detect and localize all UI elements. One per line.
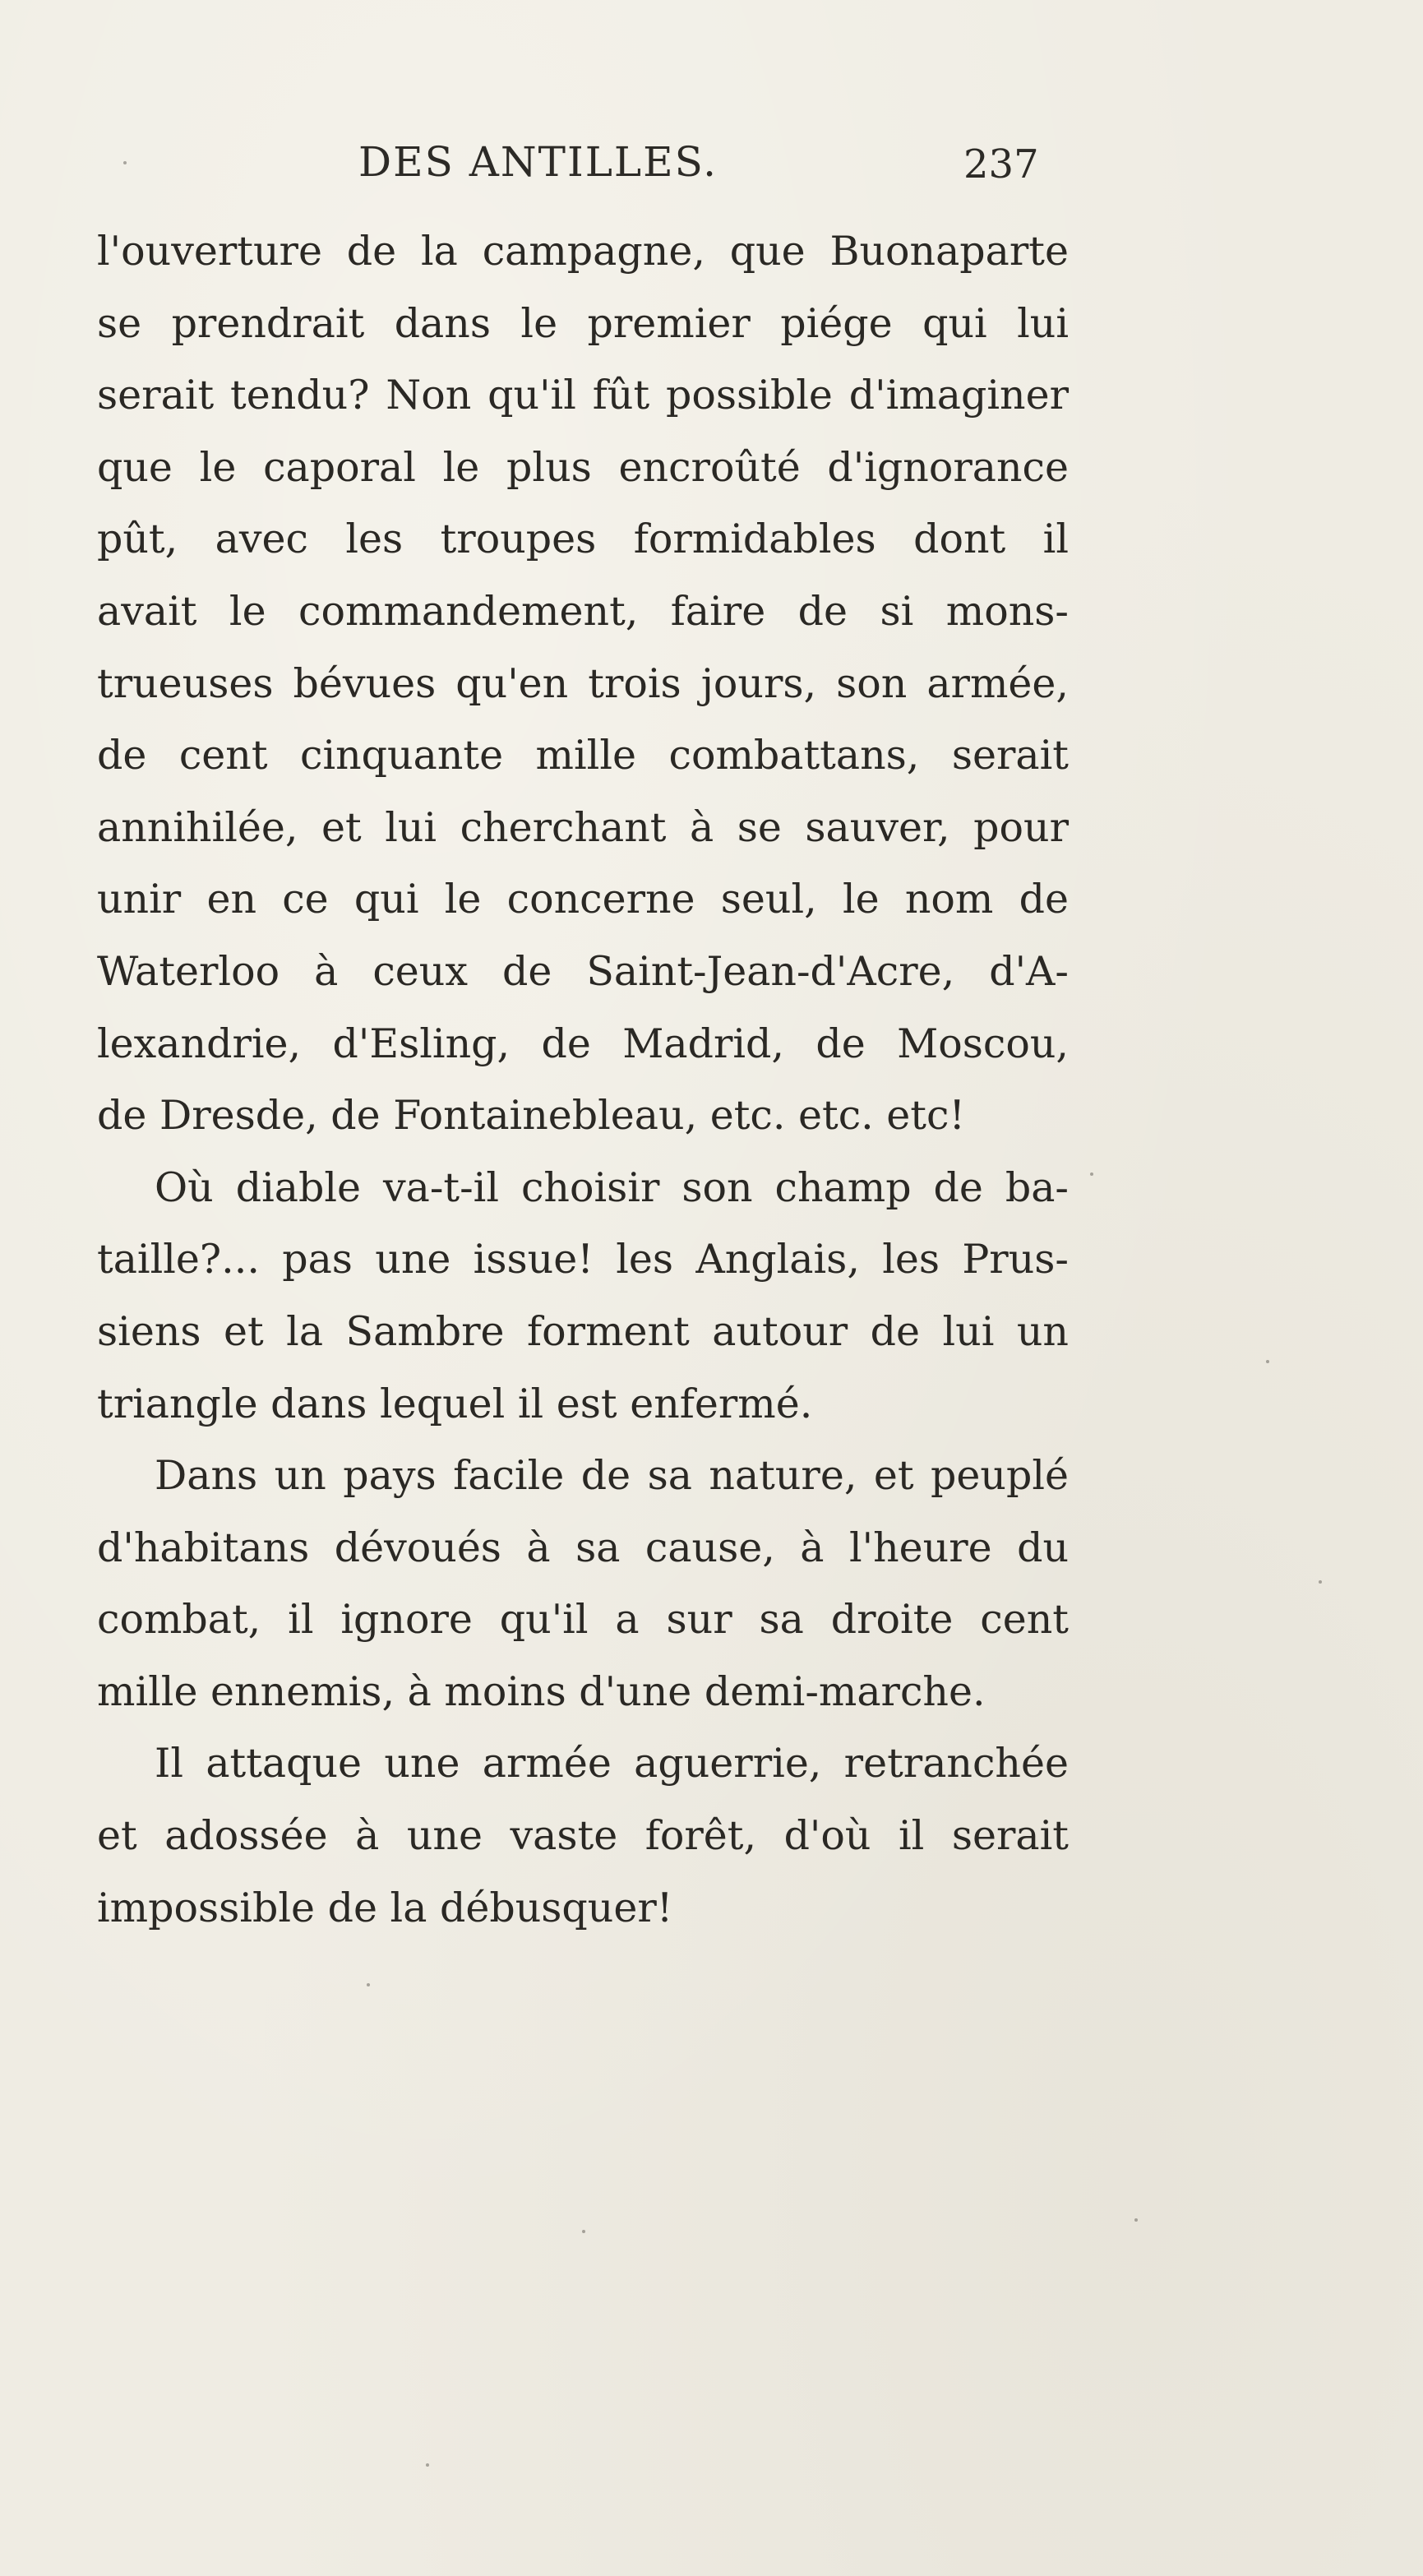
paper-speck [1319,1580,1322,1584]
text-line: siens et la Sambre forment autour de lui un [97,1307,1069,1355]
paper-speck [367,1983,370,1986]
paper-speck [582,2230,585,2233]
text-line: pût, avec les troupes formidables dont il [97,516,1069,563]
text-line: combat, il ignore qu'il a sur sa droite cent [97,1596,1069,1644]
text-line: de cent cinquante mille combattans, serait [97,732,1069,779]
paper-speck [426,2463,429,2467]
paper-speck [1266,1360,1269,1363]
text-line: que le caporal le plus encroûté d'ignorance [97,443,1069,491]
text-line: lexandrie, d'Esling, de Madrid, de Moscou, [97,1020,1069,1067]
text-line: mille ennemis, à moins d'une demi-marche. [97,1667,986,1715]
text-line: trueuses bévues qu'en trois jours, son armée, [97,659,1069,707]
paper-speck [1134,2218,1138,2222]
paper-speck [1090,1172,1093,1176]
text-line: avait le commandement, faire de si mons- [97,587,1069,635]
text-line: d'habitans dévoués à sa cause, à l'heure du [97,1524,1069,1571]
text-line: se prendrait dans le premier piége qui lui [97,299,1069,347]
text-line: unir en ce qui le concerne seul, le nom de [97,876,1069,923]
paper-speck [123,161,127,164]
text-line: et adossée à une vaste forêt, d'où il serait [97,1812,1069,1860]
text-line: triangle dans lequel il est enfermé. [97,1380,813,1427]
text-line: l'ouverture de la campagne, que Buonaparte [97,228,1069,275]
text-line: Waterloo à ceux de Saint-Jean-d'Acre, d'A- [97,947,1069,995]
text-line: de Dresde, de Fontainebleau, etc. etc. etc! [97,1092,966,1140]
paragraph-first-line: Où diable va-t-il choisir son champ de ba- [155,1163,1069,1211]
text-line: taille?... pas une issue! les Anglais, les Prus- [97,1236,1069,1283]
paragraph-first-line: Dans un pays facile de sa nature, et peuplé [155,1452,1069,1500]
text-line: serait tendu? Non qu'il fût possible d'imaginer [97,372,1069,419]
text-line: impossible de la débusquer! [97,1884,673,1931]
body-text [97,215,1069,1944]
running-title: DES ANTILLES. [358,138,718,186]
text-line: annihilée, et lui cherchant à se sauver, pour [97,803,1069,851]
paragraph-first-line: Il attaque une armée aguerrie, retranchée [155,1740,1069,1787]
page-number: 237 [963,141,1039,187]
page-header [0,138,1423,204]
